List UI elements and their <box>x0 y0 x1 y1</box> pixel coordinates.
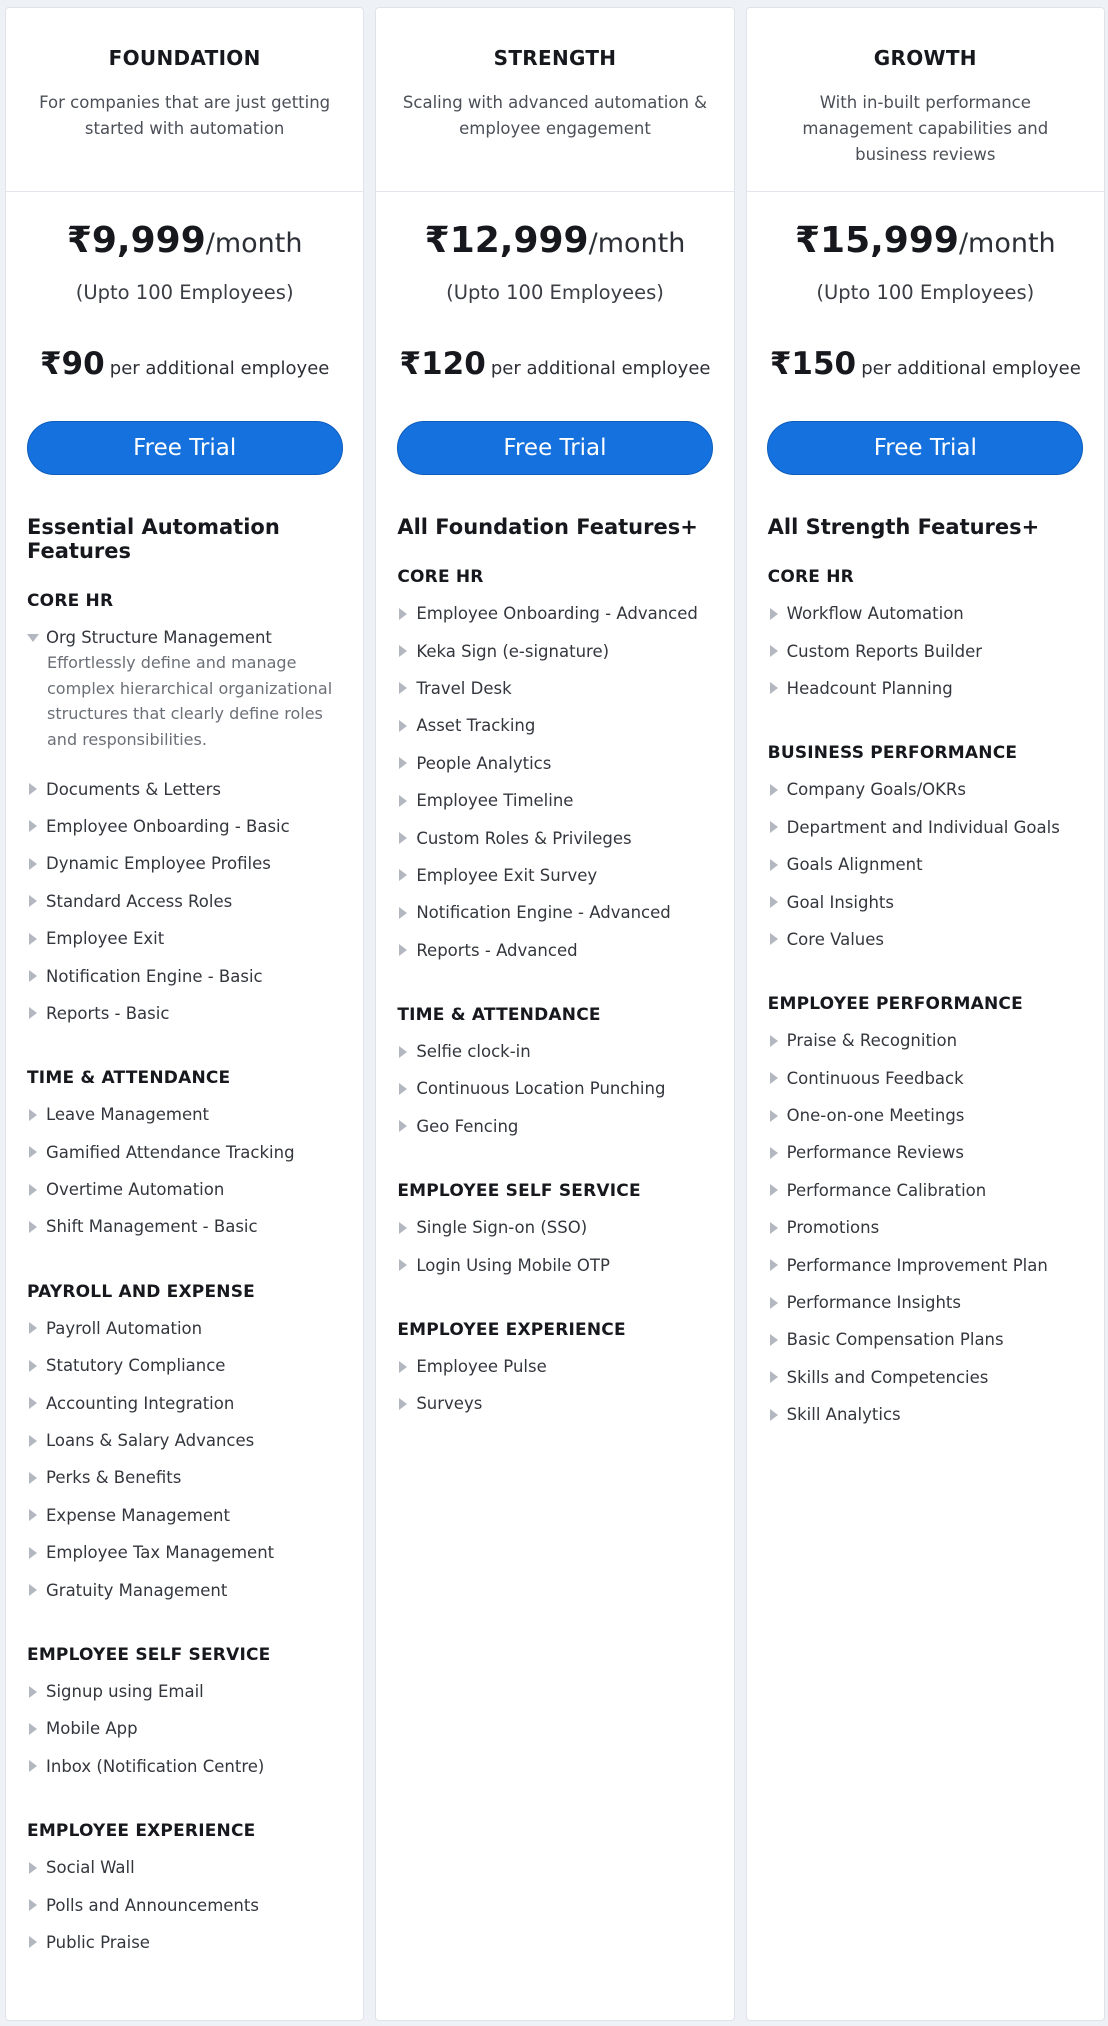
feature-label: Accounting Integration <box>46 1393 235 1413</box>
feature-label: Custom Roles & Privileges <box>416 828 632 848</box>
feature-item[interactable] <box>27 845 342 882</box>
feature-label: Login Using Mobile OTP <box>416 1255 610 1275</box>
caret-right-icon <box>770 1371 778 1383</box>
feature-item[interactable] <box>397 632 712 669</box>
caret-right-icon <box>399 1398 407 1410</box>
caret-right-icon <box>29 1322 37 1334</box>
plan-name: STRENGTH <box>493 46 617 70</box>
feature-item[interactable] <box>27 1710 342 1747</box>
section-title: EMPLOYEE SELF SERVICE <box>397 1181 641 1202</box>
feature-label: Employee Pulse <box>416 1357 547 1377</box>
feature-label: Asset Tracking <box>416 716 536 736</box>
section-title: TIME & ATTENDANCE <box>27 1068 231 1089</box>
caret-right-icon <box>29 1397 37 1409</box>
plan-card-foundation <box>5 7 364 2021</box>
caret-right-icon <box>29 1547 37 1559</box>
feature-item[interactable] <box>27 1673 342 1710</box>
tier-title: All Foundation Features+ <box>397 515 698 539</box>
feature-item[interactable] <box>27 1384 342 1421</box>
feature-section-business-performance <box>768 743 1083 958</box>
caret-right-icon <box>399 757 407 769</box>
feature-section-employee-experience <box>27 1821 342 1961</box>
feature-label: Praise & Recognition <box>786 1031 958 1051</box>
feature-label: Gratuity Management <box>46 1580 228 1600</box>
caret-right-icon <box>399 907 407 919</box>
free-trial-button[interactable]: Free Trial <box>767 421 1083 475</box>
price-period: /month <box>205 228 303 259</box>
feature-section-core-hr <box>397 567 712 969</box>
caret-right-icon <box>770 645 778 657</box>
caret-right-icon <box>770 608 778 620</box>
feature-label: Employee Onboarding - Basic <box>46 816 290 836</box>
feature-item[interactable] <box>27 1208 342 1245</box>
feature-label: Public Praise <box>46 1932 150 1952</box>
additional-price-amount: ₹150 <box>769 346 857 382</box>
plan-price <box>747 220 1104 261</box>
caret-right-icon <box>399 869 407 881</box>
feature-item[interactable] <box>27 1422 342 1459</box>
price-amount: ₹9,999 <box>66 220 206 261</box>
caret-right-icon <box>399 1361 407 1373</box>
feature-label: Gamified Attendance Tracking <box>46 1142 295 1162</box>
feature-label: Goal Insights <box>786 892 894 912</box>
feature-item[interactable] <box>768 1246 1083 1283</box>
feature-label: Skills and Competencies <box>786 1367 989 1387</box>
feature-item[interactable] <box>768 1022 1083 1059</box>
caret-right-icon <box>770 1259 778 1271</box>
feature-label: Headcount Planning <box>786 678 953 698</box>
feature-label: Inbox (Notification Centre) <box>46 1756 265 1776</box>
feature-item[interactable] <box>768 595 1083 632</box>
feature-label: Employee Exit <box>46 929 165 949</box>
feature-item[interactable] <box>397 1108 712 1145</box>
feature-item[interactable] <box>397 1209 712 1246</box>
caret-right-icon <box>29 1109 37 1121</box>
caret-right-icon <box>29 1360 37 1372</box>
feature-label: Geo Fencing <box>416 1116 519 1136</box>
section-title: TIME & ATTENDANCE <box>397 1004 601 1025</box>
caret-right-icon <box>29 1472 37 1484</box>
feature-label: Skill Analytics <box>786 1405 901 1425</box>
feature-label: Standard Access Roles <box>46 891 233 911</box>
feature-list <box>6 591 363 1961</box>
feature-item[interactable] <box>768 771 1083 808</box>
feature-label: Core Values <box>786 929 884 949</box>
caret-right-icon <box>770 1147 778 1159</box>
feature-label: Keka Sign (e-signature) <box>416 641 610 661</box>
feature-label: One-on-one Meetings <box>786 1106 965 1126</box>
feature-section-time-attendance <box>27 1068 342 1246</box>
caret-right-icon <box>29 1221 37 1233</box>
employee-limit: (Upto 100 Employees) <box>446 281 664 304</box>
feature-label: Loans & Salary Advances <box>46 1431 255 1451</box>
feature-label: Signup using Email <box>46 1682 204 1701</box>
feature-label: Overtime Automation <box>46 1180 225 1200</box>
section-title: EMPLOYEE SELF SERVICE <box>27 1644 271 1665</box>
additional-employee-price <box>6 346 363 382</box>
feature-item[interactable] <box>768 883 1083 920</box>
caret-right-icon <box>770 896 778 908</box>
caret-right-icon <box>29 1760 37 1772</box>
feature-item[interactable] <box>27 770 342 807</box>
feature-label: Leave Management <box>46 1105 210 1125</box>
caret-right-icon <box>29 1509 37 1521</box>
plan-description: For companies that are just getting started with automation <box>39 93 331 138</box>
feature-item[interactable] <box>397 894 712 931</box>
feature-item[interactable] <box>27 1497 342 1534</box>
feature-section-employee-experience <box>397 1320 712 1423</box>
feature-section-core-hr <box>768 567 1083 707</box>
feature-label: Travel Desk <box>416 678 512 698</box>
caret-right-icon <box>770 1184 778 1196</box>
feature-label: Employee Tax Management <box>46 1543 275 1563</box>
additional-price-amount: ₹120 <box>399 346 486 382</box>
caret-right-icon <box>770 1110 778 1122</box>
additional-employee-price <box>376 346 733 382</box>
feature-item[interactable] <box>27 920 342 957</box>
feature-label: Employee Onboarding - Advanced <box>416 604 698 624</box>
feature-item[interactable] <box>768 1097 1083 1134</box>
feature-label: Employee Exit Survey <box>416 865 598 885</box>
feature-item[interactable] <box>768 1172 1083 1209</box>
feature-label: Performance Improvement Plan <box>786 1255 1048 1275</box>
plan-description: Scaling with advanced automation & employee engagement <box>402 93 708 138</box>
feature-label: People Analytics <box>416 753 552 773</box>
feature-label: Mobile App <box>46 1719 138 1739</box>
pricing-plans <box>5 7 1105 2021</box>
section-title: EMPLOYEE EXPERIENCE <box>27 1820 256 1841</box>
caret-right-icon <box>29 1146 37 1158</box>
section-title: CORE HR <box>27 591 114 611</box>
feature-item[interactable] <box>27 883 342 920</box>
plan-name: FOUNDATION <box>108 46 261 70</box>
caret-right-icon <box>29 1584 37 1596</box>
section-title: CORE HR <box>397 567 484 587</box>
caret-right-icon <box>399 720 407 732</box>
feature-label: Continuous Location Punching <box>416 1079 666 1099</box>
caret-right-icon <box>29 895 37 907</box>
feature-label: Promotions <box>786 1218 880 1238</box>
section-title: PAYROLL AND EXPENSE <box>27 1281 255 1302</box>
caret-right-icon <box>29 1435 37 1447</box>
feature-item[interactable] <box>768 809 1083 846</box>
feature-label: Custom Reports Builder <box>786 641 983 661</box>
feature-label: Surveys <box>416 1394 483 1414</box>
caret-right-icon <box>29 820 37 832</box>
caret-right-icon <box>29 970 37 982</box>
feature-item[interactable] <box>768 1060 1083 1097</box>
additional-price-amount: ₹90 <box>39 346 105 382</box>
feature-section-time-attendance <box>397 1005 712 1145</box>
feature-item[interactable] <box>27 1748 342 1785</box>
caret-right-icon <box>770 1072 778 1084</box>
feature-item[interactable] <box>768 632 1083 669</box>
feature-section-employee-performance <box>768 994 1083 1433</box>
feature-item[interactable] <box>397 1070 712 1107</box>
feature-item[interactable] <box>397 782 712 819</box>
feature-item[interactable] <box>397 819 712 856</box>
plan-price <box>376 220 733 261</box>
feature-label: Dynamic Employee Profiles <box>46 854 271 874</box>
section-title: EMPLOYEE EXPERIENCE <box>397 1319 626 1340</box>
feature-item[interactable] <box>397 1385 712 1422</box>
additional-price-label: per additional employee <box>109 358 330 379</box>
caret-right-icon <box>770 1409 778 1421</box>
feature-section-employee-self-service <box>397 1181 712 1284</box>
feature-label: Notification Engine - Basic <box>46 966 263 986</box>
plan-price <box>6 220 363 261</box>
feature-item[interactable] <box>27 1924 342 1961</box>
feature-label: Documents & Letters <box>46 779 221 799</box>
feature-item[interactable] <box>27 1886 342 1923</box>
caret-right-icon <box>399 682 407 694</box>
feature-item[interactable] <box>768 846 1083 883</box>
feature-item[interactable] <box>768 670 1083 707</box>
feature-label: Statutory Compliance <box>46 1356 226 1376</box>
caret-right-icon <box>399 1222 407 1234</box>
feature-label: Workflow Automation <box>786 604 964 624</box>
feature-label: Org Structure Management <box>46 628 272 648</box>
feature-label: Payroll Automation <box>46 1318 203 1338</box>
free-trial-button[interactable]: Free Trial <box>397 421 713 475</box>
feature-item[interactable] <box>397 707 712 744</box>
caret-right-icon <box>770 933 778 945</box>
price-amount: ₹15,999 <box>794 220 959 261</box>
employee-limit: (Upto 100 Employees) <box>816 281 1035 304</box>
employee-limit: (Upto 100 Employees) <box>75 281 294 304</box>
caret-right-icon <box>29 1723 37 1735</box>
caret-right-icon <box>399 944 407 956</box>
feature-item[interactable] <box>27 1534 342 1571</box>
feature-item[interactable] <box>397 1033 712 1070</box>
plan-header <box>747 8 1104 192</box>
feature-item[interactable] <box>397 932 712 969</box>
section-title: BUSINESS PERFORMANCE <box>767 743 1018 764</box>
feature-item[interactable] <box>27 995 342 1032</box>
feature-label: Single Sign-on (SSO) <box>416 1218 588 1238</box>
plan-card-strength <box>375 7 734 2021</box>
caret-right-icon <box>399 795 407 807</box>
feature-item[interactable] <box>27 808 342 845</box>
plan-name: GROWTH <box>873 46 977 70</box>
feature-item[interactable] <box>27 1310 342 1347</box>
caret-right-icon <box>399 645 407 657</box>
section-title: CORE HR <box>767 567 854 587</box>
caret-right-icon <box>29 933 37 945</box>
caret-right-icon <box>770 784 778 796</box>
caret-right-icon <box>399 1120 407 1132</box>
feature-label: Expense Management <box>46 1505 230 1525</box>
caret-right-icon <box>29 1899 37 1911</box>
price-period: /month <box>958 228 1056 259</box>
caret-right-icon <box>770 682 778 694</box>
feature-section-employee-self-service <box>27 1645 342 1785</box>
feature-label: Goals Alignment <box>786 855 923 875</box>
plan-card-growth <box>746 7 1105 2021</box>
feature-item[interactable] <box>27 1096 342 1133</box>
feature-item[interactable] <box>768 1134 1083 1171</box>
feature-item[interactable] <box>768 1359 1083 1396</box>
feature-label: Polls and Announcements <box>46 1895 259 1915</box>
feature-item[interactable] <box>768 1321 1083 1358</box>
feature-item[interactable] <box>27 1134 342 1171</box>
feature-label: Perks & Benefits <box>46 1468 182 1488</box>
feature-item[interactable] <box>27 957 342 994</box>
plan-description: With in-built performance management capabilities and business reviews <box>802 93 1049 164</box>
feature-label: Basic Compensation Plans <box>786 1330 1004 1350</box>
caret-right-icon <box>29 783 37 795</box>
feature-item[interactable] <box>397 670 712 707</box>
feature-item[interactable] <box>397 857 712 894</box>
feature-description: Effortlessly define and manage complex hierarchical organizational structures that clearly define roles and responsibilities. <box>47 653 333 749</box>
caret-right-icon <box>29 858 37 870</box>
feature-item[interactable] <box>768 921 1083 958</box>
feature-label: Department and Individual Goals <box>786 817 1060 837</box>
feature-item[interactable] <box>768 1209 1083 1246</box>
section-title: EMPLOYEE PERFORMANCE <box>767 994 1023 1015</box>
feature-label: Performance Reviews <box>786 1143 964 1163</box>
caret-right-icon <box>770 859 778 871</box>
caret-right-icon <box>29 1862 37 1874</box>
price-amount: ₹12,999 <box>424 220 589 261</box>
feature-list <box>376 567 733 1423</box>
feature-label: Employee Timeline <box>416 791 574 811</box>
feature-item[interactable] <box>27 1347 342 1384</box>
caret-right-icon <box>29 1936 37 1948</box>
tier-title: Essential Automation Features <box>27 515 280 563</box>
feature-label: Social Wall <box>46 1858 135 1878</box>
caret-right-icon <box>770 1035 778 1047</box>
caret-right-icon <box>29 1686 37 1698</box>
caret-right-icon <box>29 1184 37 1196</box>
feature-label: Notification Engine - Advanced <box>416 903 671 923</box>
tier-title: All Strength Features+ <box>767 515 1040 539</box>
feature-section-payroll-and-expense <box>27 1282 342 1609</box>
feature-item[interactable] <box>397 1348 712 1385</box>
caret-right-icon <box>770 821 778 833</box>
caret-right-icon <box>399 608 407 620</box>
feature-label: Performance Insights <box>786 1293 961 1313</box>
feature-label: Continuous Feedback <box>786 1068 964 1088</box>
caret-down-icon <box>27 634 39 642</box>
feature-item[interactable] <box>27 1571 342 1608</box>
additional-price-label: per additional employee <box>861 358 1081 379</box>
caret-right-icon <box>399 1046 407 1058</box>
feature-section-core-hr <box>27 591 342 1032</box>
free-trial-button[interactable]: Free Trial <box>27 421 343 475</box>
caret-right-icon <box>399 832 407 844</box>
feature-label: Reports - Basic <box>46 1003 170 1023</box>
feature-item[interactable] <box>768 1396 1083 1433</box>
feature-item[interactable] <box>397 595 712 632</box>
caret-right-icon <box>29 1007 37 1019</box>
feature-label: Shift Management - Basic <box>46 1217 258 1237</box>
feature-item[interactable] <box>397 745 712 782</box>
feature-item[interactable] <box>27 1849 342 1886</box>
feature-item[interactable] <box>397 1246 712 1283</box>
feature-label: Selfie clock-in <box>416 1042 531 1062</box>
feature-item[interactable] <box>27 1459 342 1496</box>
feature-label: Reports - Advanced <box>416 940 578 960</box>
caret-right-icon <box>399 1083 407 1095</box>
price-period: /month <box>588 228 686 259</box>
plan-header <box>376 8 733 192</box>
feature-label: Performance Calibration <box>786 1180 987 1200</box>
caret-right-icon <box>770 1222 778 1234</box>
additional-price-label: per additional employee <box>490 358 711 379</box>
feature-item[interactable] <box>27 1171 342 1208</box>
feature-item[interactable] <box>768 1284 1083 1321</box>
caret-right-icon <box>770 1334 778 1346</box>
feature-label: Company Goals/OKRs <box>786 780 966 800</box>
plan-header <box>6 8 363 192</box>
feature-list <box>747 567 1104 1433</box>
caret-right-icon <box>770 1297 778 1309</box>
caret-right-icon <box>399 1259 407 1271</box>
additional-employee-price <box>747 346 1104 382</box>
